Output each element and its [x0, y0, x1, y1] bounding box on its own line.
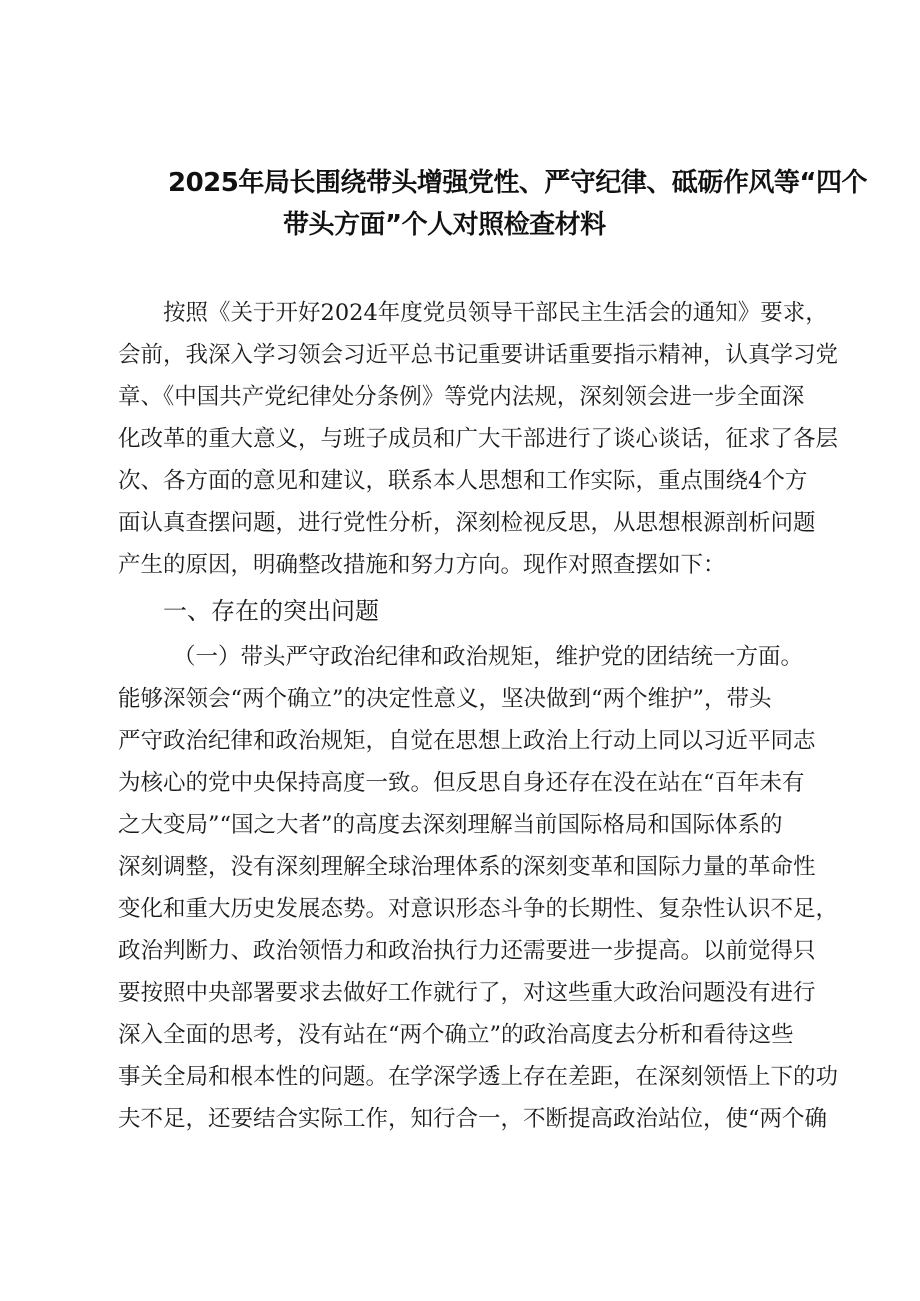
- section-heading: 一、存在的突出问题: [163, 597, 379, 625]
- paragraph-line: 面认真查摆问题，进行党性分析，深刻检视反思，从思想根源剖析问题: [118, 510, 816, 536]
- paragraph-line: 化改革的重大意义，与班子成员和广大干部进行了谈心谈话，征求了各层: [118, 426, 838, 452]
- paragraph-line: 之大变局”“国之大者”的高度去深刻理解当前国际格局和国际体系的: [118, 812, 783, 838]
- paragraph-line: 会前，我深入学习领会习近平总书记重要讲话重要指示精神，认真学习党: [118, 342, 838, 368]
- paragraph-line: 政治判断力、政治领悟力和政治执行力还需要进一步提高。以前觉得只: [118, 938, 816, 964]
- paragraph-line: 要按照中央部署要求去做好工作就行了，对这些重大政治问题没有进行: [118, 980, 816, 1006]
- paragraph-line: 能够深领会“两个确立”的决定性意义，坚决做到“两个维护”，带头: [118, 686, 772, 712]
- paragraph-line: 章、《中国共产党纪律处分条例》等党内法规，深刻领会进一步全面深: [118, 384, 805, 410]
- paragraph-line: 严守政治纪律和政治规矩，自觉在思想上政治上行动上同以习近平同志: [118, 728, 816, 754]
- paragraph-line: 次、各方面的意见和建议，联系本人思想和工作实际，重点围绕4个方: [118, 468, 808, 494]
- document-title-line-1: 2025年局长围绕带头增强党性、严守纪律、砥砺作风等“四个: [168, 168, 867, 198]
- subsection-heading: （一）带头严守政治纪律和政治规矩，维护党的团结统一方面。: [173, 644, 804, 670]
- document-body: [118, 292, 838, 1140]
- paragraph-line: 为核心的党中央保持高度一致。但反思自身还存在没在站在“百年未有: [118, 770, 805, 796]
- paragraph-line: 按照《关于开好2024年度党员领导干部民主生活会的通知》要求，: [163, 300, 828, 326]
- document-title-line-2: 带头方面”个人对照检查材料: [283, 210, 606, 240]
- paragraph-line: 深刻调整，没有深刻理解全球治理体系的深刻变革和国际力量的革命性: [118, 854, 816, 880]
- paragraph-line: 事关全局和根本性的问题。在学深学透上存在差距，在深刻领悟上下的功: [118, 1064, 838, 1090]
- paragraph-line: 深入全面的思考，没有站在“两个确立”的政治高度去分析和看待这些: [118, 1022, 794, 1048]
- paragraph-line: 变化和重大历史发展态势。对意识形态斗争的长期性、复杂性认识不足，: [118, 896, 838, 922]
- paragraph-line: 产生的原因，明确整改措施和努力方向。现作对照查摆如下：: [118, 552, 726, 578]
- paragraph-line: 夫不足，还要结合实际工作，知行合一，不断提高政治站位，使“两个确: [118, 1106, 828, 1132]
